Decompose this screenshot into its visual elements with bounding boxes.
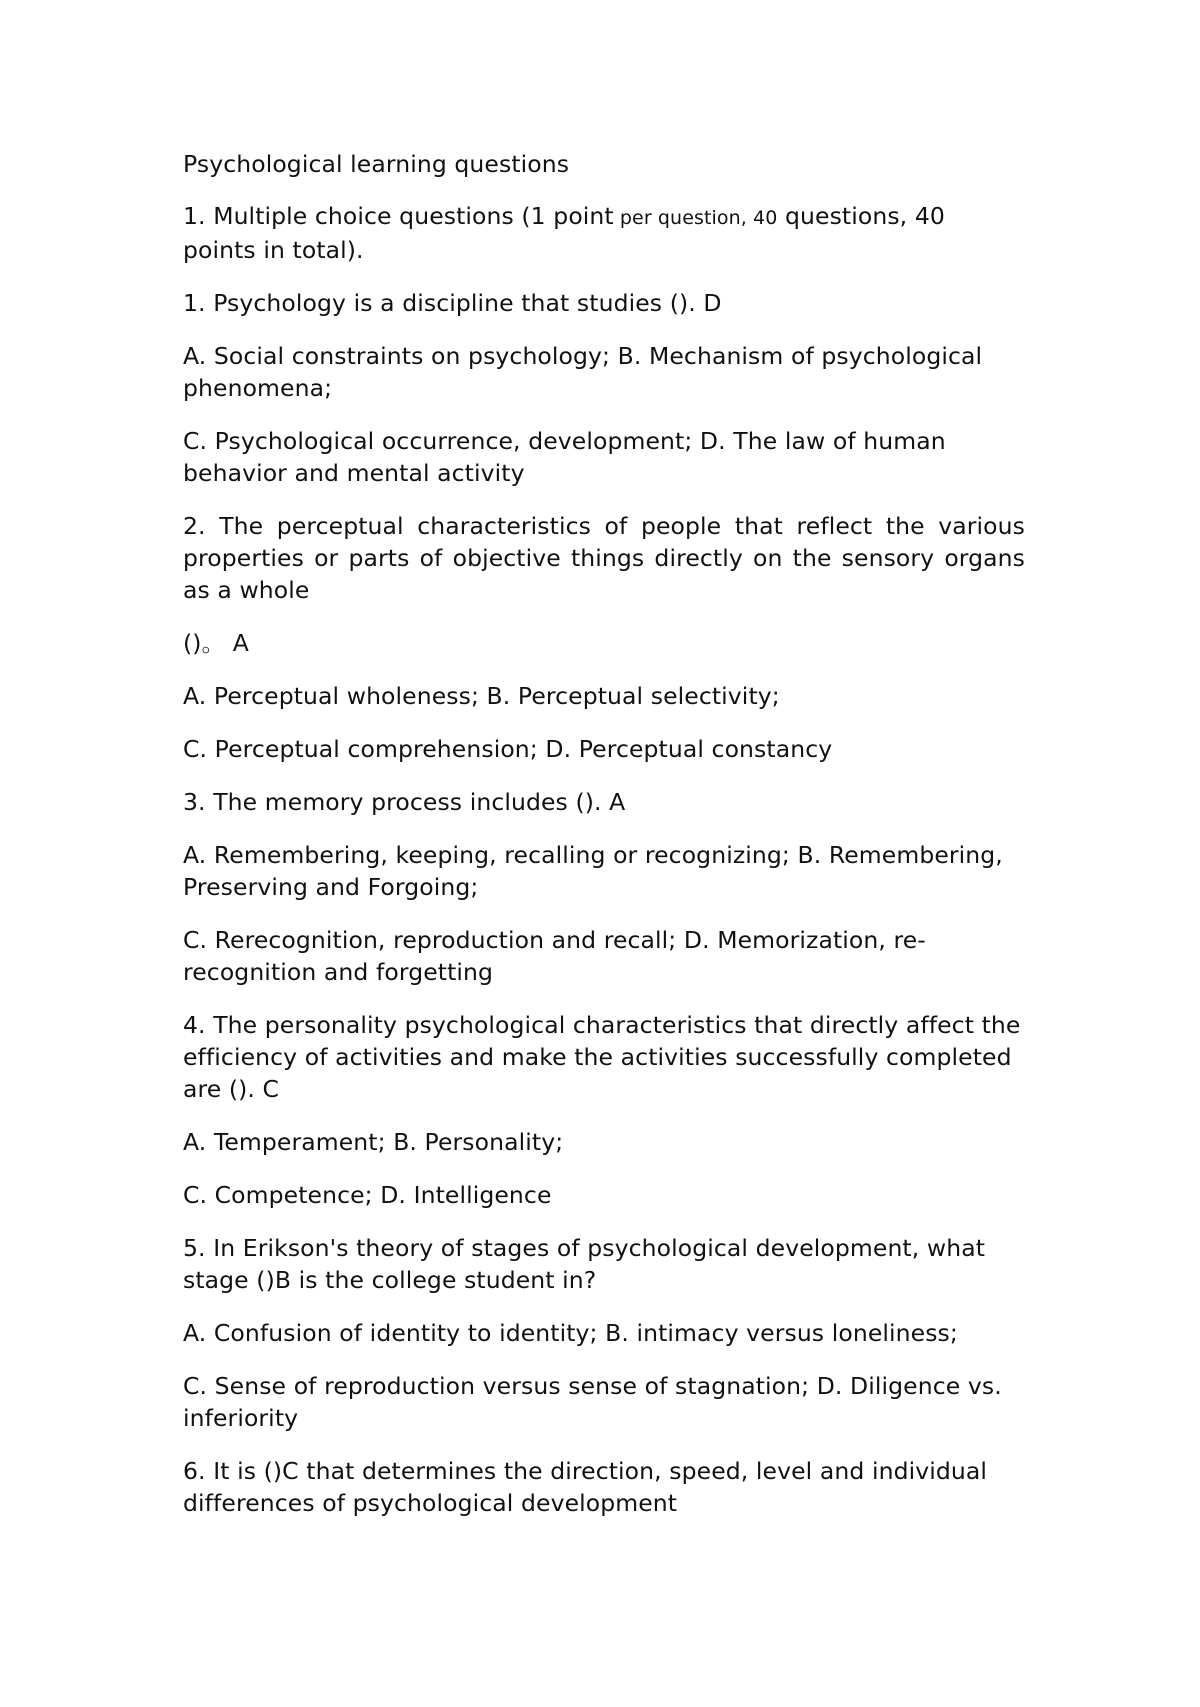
question-4-options-cd: C. Competence; D. Intelligence bbox=[183, 1181, 552, 1209]
question-5-options-ab: A. Confusion of identity to identity; B. intimacy versus loneliness; bbox=[183, 1319, 958, 1347]
question-2-options-ab: A. Perceptual wholeness; B. Perceptual selectivity; bbox=[183, 682, 780, 710]
question-1: 1. Psychology is a discipline that studies (). D bbox=[183, 289, 722, 317]
question-5: 5. In Erikson's theory of stages of psychological development, what stage ()B is the college student in? bbox=[183, 1234, 986, 1294]
question-1-options-cd: C. Psychological occurrence, development; D. The law of human behavior and mental activity bbox=[183, 427, 946, 487]
question-2: 2. The perceptual characteristics of people that reflect the various properties or parts of objective things directly on the sensory organs as a whole bbox=[183, 512, 1025, 604]
section-heading-part3: questions, 40 points in total). bbox=[183, 202, 945, 264]
question-5-options-cd: C. Sense of reproduction versus sense of stagnation; D. Diligence vs. inferiority bbox=[183, 1372, 1002, 1432]
question-3: 3. The memory process includes (). A bbox=[183, 788, 626, 816]
section-heading-part1: 1. Multiple choice questions (1 point bbox=[183, 202, 614, 230]
question-4-options-ab: A. Temperament; B. Personality; bbox=[183, 1128, 564, 1156]
question-1-options-ab: A. Social constraints on psychology; B. Mechanism of psychological phenomena; bbox=[183, 342, 983, 402]
document-title: Psychological learning questions bbox=[183, 150, 570, 178]
section-heading-part2: per question, 40 bbox=[613, 207, 778, 229]
question-2-answer: ()。 A bbox=[183, 629, 249, 657]
question-4: 4. The personality psychological characteristics that directly affect the efficiency of activities and make the activities successfully completed are (). C bbox=[183, 1011, 1021, 1103]
question-3-options-ab: A. Remembering, keeping, recalling or recognizing; B. Remembering, Preserving and Forgoing; bbox=[183, 841, 1003, 901]
section-heading bbox=[183, 200, 1025, 266]
question-2-options-cd: C. Perceptual comprehension; D. Perceptual constancy bbox=[183, 735, 833, 763]
question-6: 6. It is ()C that determines the direction, speed, level and individual differences of psychological development bbox=[183, 1457, 988, 1517]
document-page bbox=[183, 148, 1025, 1540]
question-3-options-cd: C. Rerecognition, reproduction and recall; D. Memorization, re-recognition and forgetting bbox=[183, 926, 926, 986]
